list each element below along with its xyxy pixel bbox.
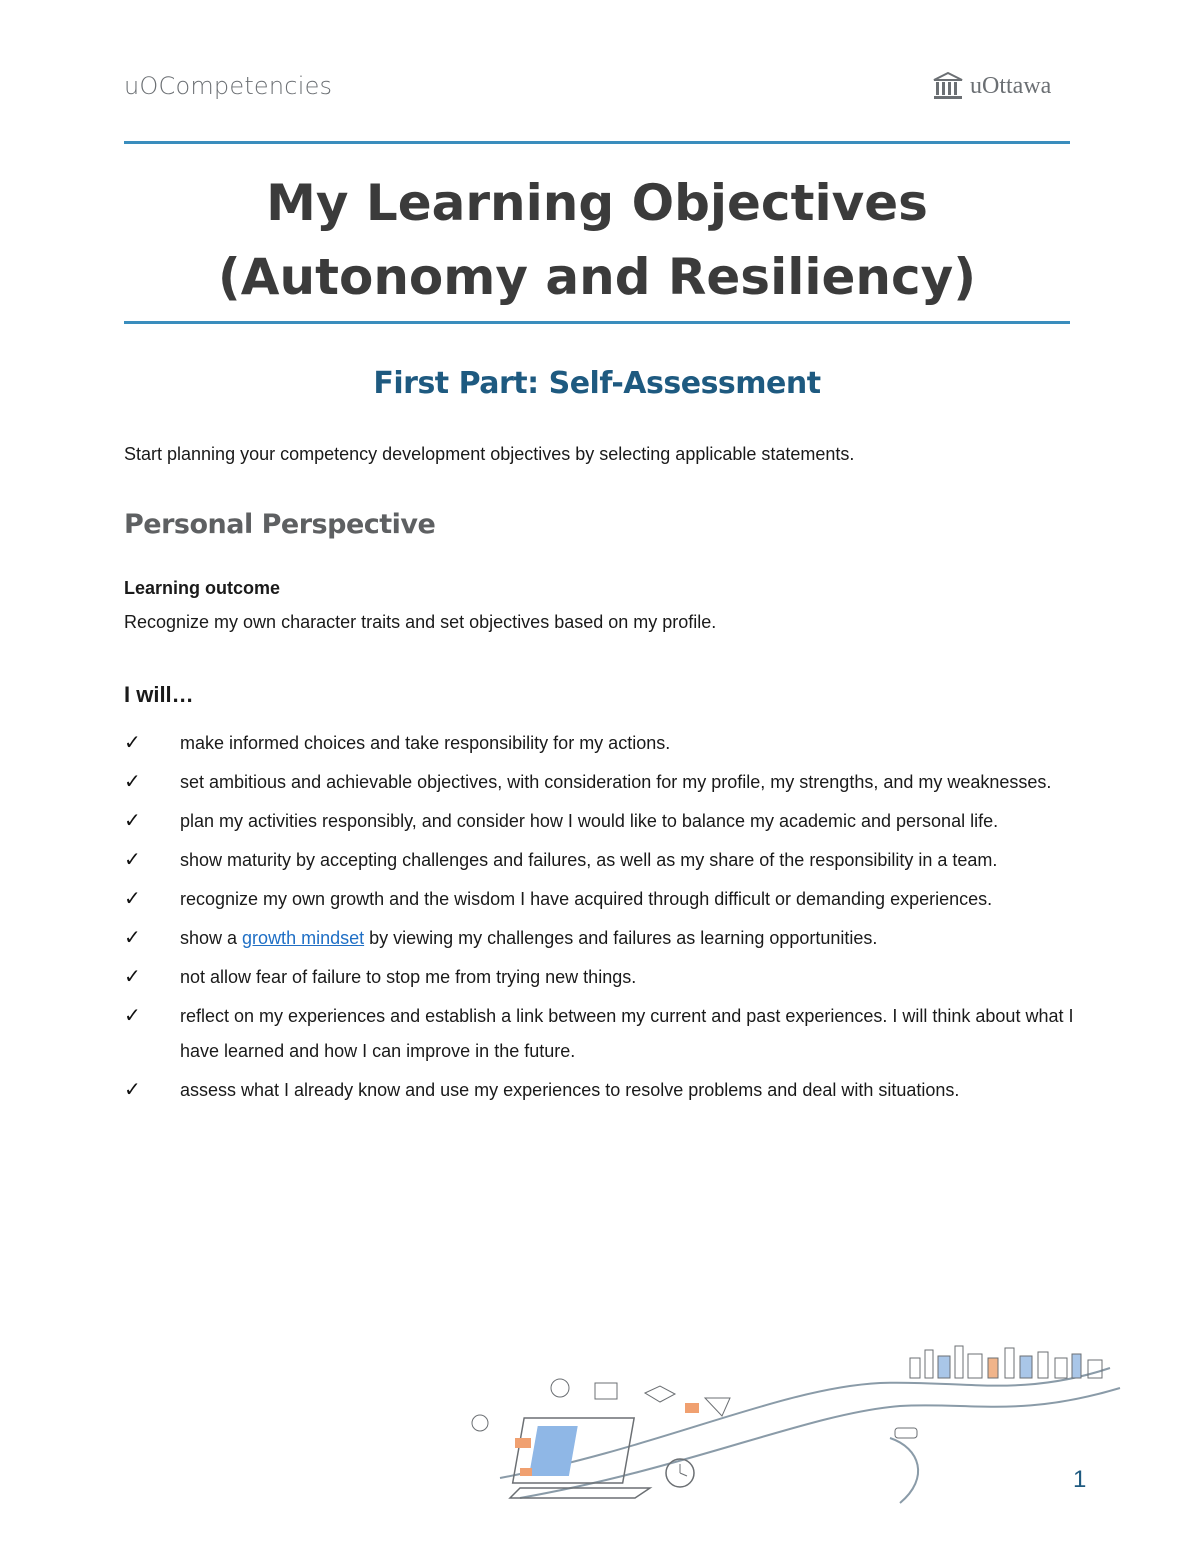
- check-icon: ✓: [124, 888, 141, 910]
- check-icon: ✓: [124, 1005, 141, 1027]
- list-item[interactable]: [124, 921, 1074, 956]
- check-icon: ✓: [124, 732, 141, 754]
- objectives-list: [124, 726, 1074, 1112]
- list-item-text: reflect on my experiences and establish a link between my current and past experiences. I will think about what I have learned and how I can improve in the future.: [180, 1006, 1074, 1061]
- title-line-2: (Autonomy and Resiliency): [217, 248, 977, 306]
- list-item[interactable]: [124, 999, 1074, 1069]
- list-item[interactable]: [124, 843, 1074, 878]
- check-icon: ✓: [124, 1079, 141, 1101]
- list-item-text: set ambitious and achievable objectives, with consideration for my profile, my strengths, and my weaknesses.: [180, 772, 1052, 792]
- item-prefix: show a: [180, 928, 243, 948]
- page-number: 1: [1073, 1466, 1087, 1493]
- top-divider: [124, 141, 1070, 144]
- i-will-heading: I will…: [124, 682, 194, 707]
- item-suffix: by viewing my challenges and failures as learning opportunities.: [369, 928, 878, 948]
- list-item[interactable]: [124, 882, 1074, 917]
- check-icon: ✓: [124, 927, 141, 949]
- list-item-text: assess what I already know and use my experiences to resolve problems and deal with situations.: [180, 1080, 960, 1100]
- check-icon: ✓: [124, 849, 141, 871]
- list-item[interactable]: [124, 804, 1074, 839]
- list-item[interactable]: [124, 1073, 1074, 1108]
- uottawa-logo: [932, 68, 1051, 104]
- part-heading: First Part: Self-Assessment: [373, 366, 821, 401]
- list-item-text: plan my activities responsibly, and consider how I would like to balance my academic and personal life.: [180, 811, 999, 831]
- university-building-icon: [932, 70, 964, 102]
- list-item-text: show maturity by accepting challenges and failures, as well as my share of the responsibility in a team.: [180, 850, 998, 870]
- list-item-text: [180, 921, 1074, 956]
- brand-name: uOCompetencies: [124, 72, 333, 100]
- list-item-text: not allow fear of failure to stop me from trying new things.: [180, 967, 637, 987]
- footer-illustration: [460, 1328, 1150, 1508]
- section-heading: Personal Perspective: [124, 509, 436, 540]
- list-item[interactable]: [124, 726, 1074, 761]
- check-icon: ✓: [124, 966, 141, 988]
- list-item[interactable]: [124, 765, 1074, 800]
- check-icon: ✓: [124, 810, 141, 832]
- list-item-text: recognize my own growth and the wisdom I have acquired through difficult or demanding experiences.: [180, 889, 993, 909]
- growth-mindset-link[interactable]: growth mindset: [242, 928, 365, 948]
- learning-outcome-text: Recognize my own character traits and set objectives based on my profile.: [124, 612, 717, 632]
- intro-text: Start planning your competency development objectives by selecting applicable statements.: [124, 444, 855, 464]
- check-icon: ✓: [124, 771, 141, 793]
- title-divider: [124, 321, 1070, 324]
- learning-outcome-label: Learning outcome: [124, 578, 281, 598]
- list-item-text: make informed choices and take responsibility for my actions.: [180, 733, 671, 753]
- logo-text: uOttawa: [970, 72, 1052, 99]
- title-line-1: My Learning Objectives: [266, 174, 928, 232]
- page-title: [124, 166, 1070, 314]
- list-item[interactable]: [124, 960, 1074, 995]
